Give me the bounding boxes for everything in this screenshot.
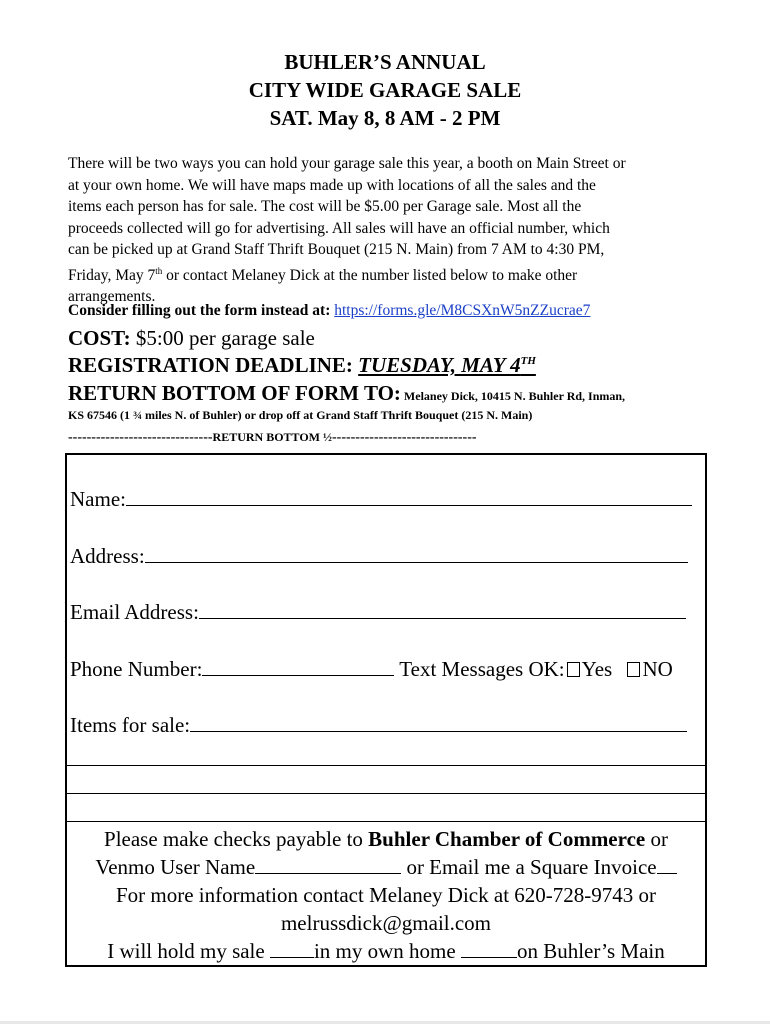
own-home-label: in my own home [313, 939, 461, 963]
text-yes-checkbox[interactable] [567, 662, 580, 677]
text-yes-label: Yes [581, 657, 613, 681]
name-field[interactable] [126, 487, 692, 506]
location-intro: I will hold my sale [107, 939, 270, 963]
address-label: Address: [70, 544, 145, 568]
payment-line [67, 825, 705, 853]
divider-dashes-right: ------------------------------- [332, 430, 477, 445]
divider-dashes-left: ------------------------------- [68, 430, 213, 445]
location-choice-line [67, 937, 705, 965]
contact-line: For more information contact Melaney Dick at 620-728-9743 or [115, 883, 657, 907]
intro-date-suffix: th [155, 265, 163, 276]
cost-line [68, 326, 315, 351]
main-street-blank[interactable] [461, 939, 517, 958]
phone-field-row [70, 657, 673, 682]
contact-email: melrussdick@gmail.com [280, 911, 492, 935]
name-field-row [70, 487, 692, 512]
deadline-date-suffix: TH [520, 355, 536, 367]
items-field-row [70, 713, 687, 738]
items-extra-line[interactable] [67, 765, 705, 766]
cost-label: COST: [68, 326, 131, 350]
deadline-date [358, 353, 536, 377]
return-address: Melaney Dick, 10415 N. Buhler Rd, Inman, [400, 389, 626, 403]
items-label: Items for sale: [70, 713, 191, 737]
email-field-row [70, 600, 686, 625]
cut-divider [68, 430, 477, 446]
own-home-blank[interactable] [270, 939, 314, 958]
items-extra-line[interactable] [67, 821, 705, 822]
return-to-label: RETURN BOTTOM OF FORM TO: [68, 381, 401, 405]
title-line-2: CITY WIDE GARAGE SALE [248, 78, 522, 102]
online-form-line [68, 302, 590, 320]
intro-line: can be picked up at Grand Staff Thrift Bouquet (215 N. Main) from 7 AM to 4:30 PM, [68, 241, 605, 258]
payee-name: Buhler Chamber of Commerce [368, 827, 646, 851]
text-messages-label: Text Messages OK: [394, 657, 565, 681]
deadline-line [68, 353, 536, 378]
cost-value: $5:00 per garage sale [130, 326, 315, 350]
online-form-link[interactable]: https://forms.gle/M8CSXnW5nZZucrae7 [334, 302, 591, 319]
intro-line: There will be two ways you can hold your garage sale this year, a booth on Main Street or [68, 155, 626, 172]
registration-form-box [65, 453, 707, 967]
address-field-row [70, 544, 688, 569]
phone-label: Phone Number: [70, 657, 203, 681]
square-invoice-label: or Email me a Square Invoice [401, 855, 657, 879]
main-street-label: on Buhler’s Main [516, 939, 665, 963]
items-extra-line[interactable] [67, 793, 705, 794]
address-field[interactable] [145, 544, 688, 563]
text-no-checkbox[interactable] [627, 662, 640, 677]
intro-paragraph [68, 153, 708, 308]
return-address-cont: KS 67546 (1 ¾ miles N. of Buhler) or drop off at Grand Staff Thrift Bouquet (215 N. Main) [68, 408, 533, 422]
payment-or: or [645, 827, 668, 851]
intro-date: Friday, May 7 [68, 266, 156, 284]
deadline-date-text: TUESDAY, MAY 4 [358, 353, 521, 377]
intro-contact-text: or contact Melaney Dick at the number listed below to make other [162, 266, 578, 284]
intro-line: arrangements. [68, 288, 156, 306]
text-no-label: NO [642, 657, 673, 681]
phone-field[interactable] [202, 657, 394, 676]
square-invoice-field[interactable] [657, 855, 677, 874]
venmo-label: Venmo User Name [95, 855, 256, 879]
venmo-field[interactable] [255, 855, 401, 874]
items-field[interactable] [190, 713, 687, 732]
deadline-label: REGISTRATION DEADLINE: [68, 353, 359, 377]
intro-line: at your own home. We will have maps made up with locations of all the sales and the [68, 176, 596, 194]
title-line-3: SAT. May 8, 8 AM - 2 PM [269, 106, 501, 130]
venmo-line [67, 853, 705, 881]
title-line-1: BUHLER’S ANNUAL [284, 50, 486, 74]
intro-line: items each person has for sale. The cost will be $5.00 per Garage sale. Most all the [68, 198, 582, 215]
intro-line [68, 261, 708, 287]
payment-text: Please make checks payable to [104, 827, 369, 851]
name-label: Name: [70, 487, 126, 511]
divider-label: RETURN BOTTOM ½ [212, 430, 332, 444]
return-to-line [68, 381, 625, 406]
email-field[interactable] [199, 600, 686, 619]
email-label: Email Address: [70, 600, 199, 624]
online-form-label: Consider filling out the form instead at: [68, 302, 331, 319]
intro-line: proceeds collected will go for advertising. All sales will have an official number, which [68, 219, 610, 237]
